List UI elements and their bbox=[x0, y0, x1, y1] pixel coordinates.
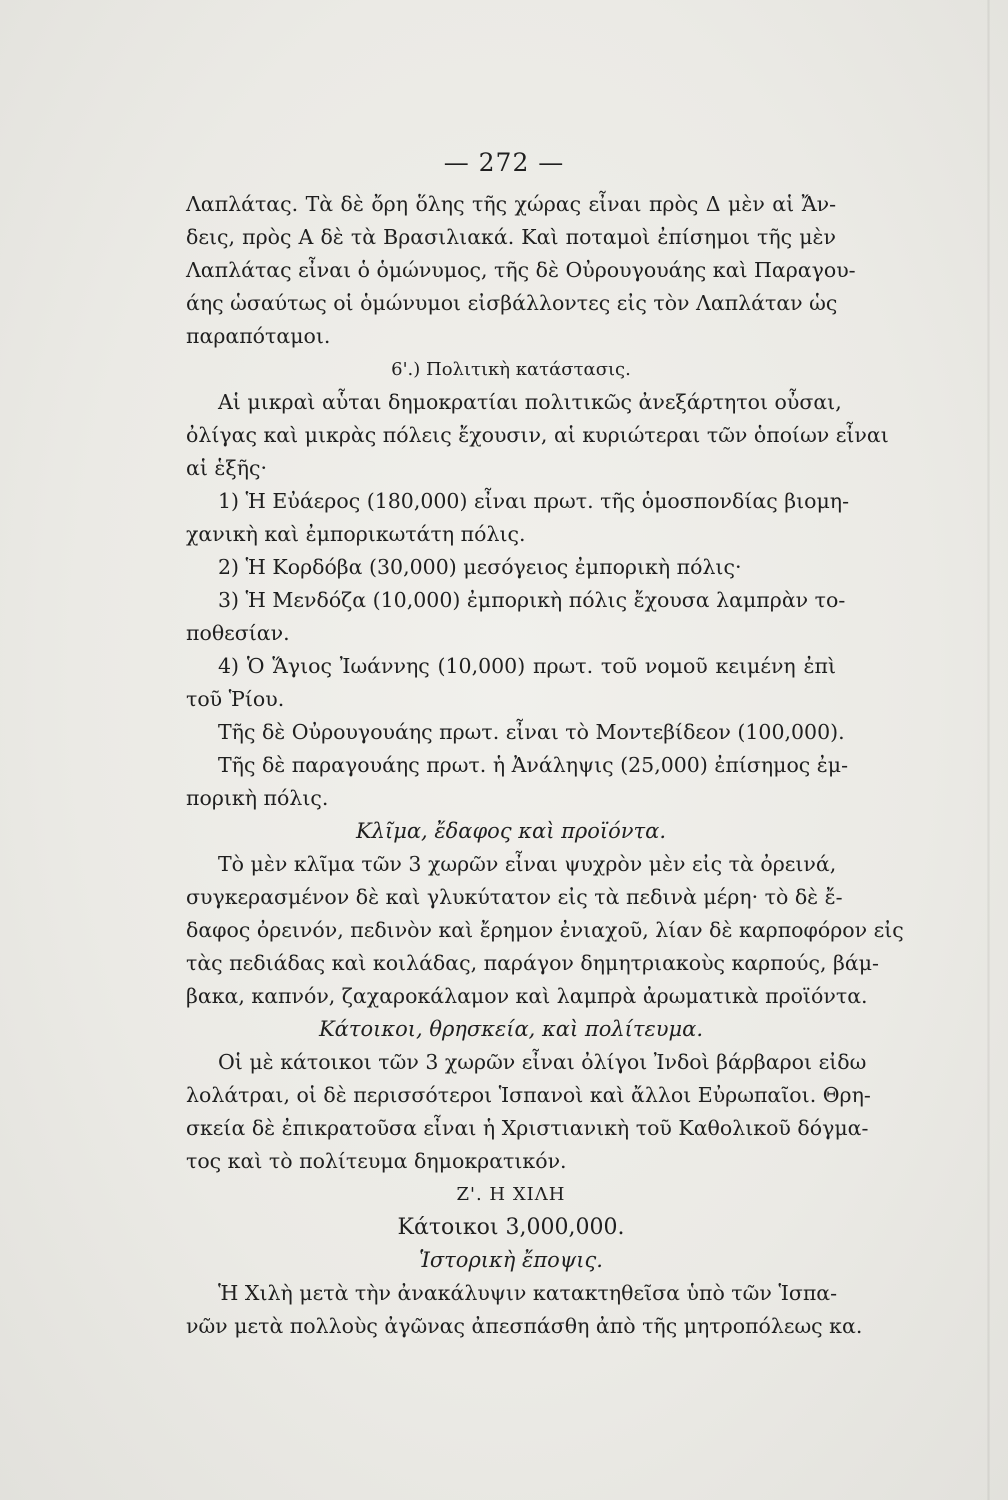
text-line: Αἱ μικραὶ αὗται δημοκρατίαι πολιτικῶς ἀνεξάρτητοι οὖσαι, bbox=[218, 390, 842, 414]
list-item: 1) Ἡ Εὐάερος (180,000) εἶναι πρωτ. τῆς ὁμοσπονδίας βιομη- bbox=[218, 489, 849, 513]
text-line: λολάτραι, οἱ δὲ περισσότεροι Ἱσπανοὶ καὶ ἄλλοι Εὐρωπαῖοι. Θρη- bbox=[186, 1083, 871, 1107]
body-text bbox=[186, 188, 904, 1343]
text-line: Τῆς δὲ Οὐρουγουάης πρωτ. εἶναι τὸ Μοντεβίδεον (100,000). bbox=[218, 720, 845, 744]
list-item: 4) Ὁ Ἅγιος Ἰωάννης (10,000) πρωτ. τοῦ νομοῦ κειμένη ἐπὶ bbox=[218, 654, 836, 678]
text-line: τὰς πεδιάδας καὶ κοιλάδας, παράγον δημητριακοὺς καρπούς, βάμ- bbox=[186, 951, 879, 975]
section-heading-political: 6'.) Πολιτικὴ κατάστασις. bbox=[391, 359, 631, 380]
text-line: βακα, καπνόν, ζαχαροκάλαμον καὶ λαμπρὰ ἀρωματικὰ προϊόντα. bbox=[186, 984, 868, 1008]
text-line: Ἡ Χιλὴ μετὰ τὴν ἀνακάλυψιν κατακτηθεῖσα ὑπὸ τῶν Ἱσπα- bbox=[218, 1281, 838, 1305]
text-line: τοῦ Ῥίου. bbox=[186, 687, 285, 711]
text-line: ποθεσίαν. bbox=[186, 621, 290, 645]
text-line: Οἱ μὲ κάτοικοι τῶν 3 χωρῶν εἶναι ὀλίγοι Ἰνδοὶ βάρβαροι εἰδω bbox=[218, 1050, 867, 1074]
text-line: νῶν μετὰ πολλοὺς ἀγῶνας ἀπεσπάσθη ἀπὸ τῆς μητροπόλεως κα. bbox=[186, 1314, 863, 1338]
list-item: 2) Ἡ Κορδόβα (30,000) μεσόγειος ἐμπορικὴ πόλις· bbox=[218, 555, 742, 579]
text-line: δαφος ὀρεινόν, πεδινὸν καὶ ἔρημον ἐνιαχοῦ, λίαν δὲ καρποφόρον εἰς bbox=[186, 918, 904, 942]
section-heading-climate: Κλῖμα, ἔδαφος καὶ προϊόντα. bbox=[355, 819, 667, 843]
text-line: δεις, πρὸς Α δὲ τὰ Βρασιλιακά. Καὶ ποταμοὶ ἐπίσημοι τῆς μὲν bbox=[186, 225, 836, 249]
text-line: Τὸ μὲν κλῖμα τῶν 3 χωρῶν εἶναι ψυχρὸν μὲν εἰς τὰ ὀρεινά, bbox=[218, 852, 837, 876]
text-line: Τῆς δὲ παραγουάης πρωτ. ἡ Ἀνάληψις (25,000) ἐπίσημος ἐμ- bbox=[218, 753, 849, 777]
text-line: πορικὴ πόλις. bbox=[186, 786, 329, 810]
text-line: χανικὴ καὶ ἐμπορικωτάτη πόλις. bbox=[186, 522, 526, 546]
section-heading-history: Ἱστορικὴ ἔποψις. bbox=[419, 1248, 603, 1272]
text-line: τος καὶ τὸ πολίτευμα δημοκρατικόν. bbox=[186, 1149, 567, 1173]
text-line: σκεία δὲ ἐπικρατοῦσα εἶναι ἡ Χριστιανικὴ τοῦ Καθολικοῦ δόγμα- bbox=[186, 1116, 869, 1140]
page-fold-shadow bbox=[987, 0, 990, 1500]
text-line: ὀλίγας καὶ μικρὰς πόλεις ἔχουσιν, αἱ κυριώτεραι τῶν ὁποίων εἶναι bbox=[186, 423, 889, 447]
text-line: Λαπλάτας. Τὰ δὲ ὄρη ὅλης τῆς χώρας εἶναι πρὸς Δ μὲν αἱ Ἄν- bbox=[186, 192, 836, 216]
text-line: συγκερασμένον δὲ καὶ γλυκύτατον εἰς τὰ πεδινὰ μέρη· τὸ δὲ ἔ- bbox=[186, 885, 843, 909]
page-number: — 272 — bbox=[443, 148, 565, 177]
text-line: παραπόταμοι. bbox=[186, 324, 331, 348]
text-line: Λαπλάτας εἶναι ὁ ὁμώνυμος, τῆς δὲ Οὐρουγουάης καὶ Παραγου- bbox=[186, 258, 856, 282]
text-line: αἱ ἑξῆς· bbox=[186, 456, 267, 480]
population-line: Κάτοικοι 3,000,000. bbox=[397, 1215, 625, 1240]
section-heading-inhabitants: Κάτοικοι, θρησκεία, καὶ πολίτευμα. bbox=[318, 1017, 704, 1041]
text-line: άης ὡσαύτως οἱ ὁμώνυμοι εἰσβάλλοντες εἰς τὸν Λαπλάταν ὡς bbox=[186, 291, 838, 315]
chapter-heading-chile: Ζ'. Η ΧΙΛΗ bbox=[456, 1184, 566, 1205]
list-item: 3) Ἡ Μενδόζα (10,000) ἐμπορικὴ πόλις ἔχουσα λαμπρὰν το- bbox=[218, 588, 846, 612]
